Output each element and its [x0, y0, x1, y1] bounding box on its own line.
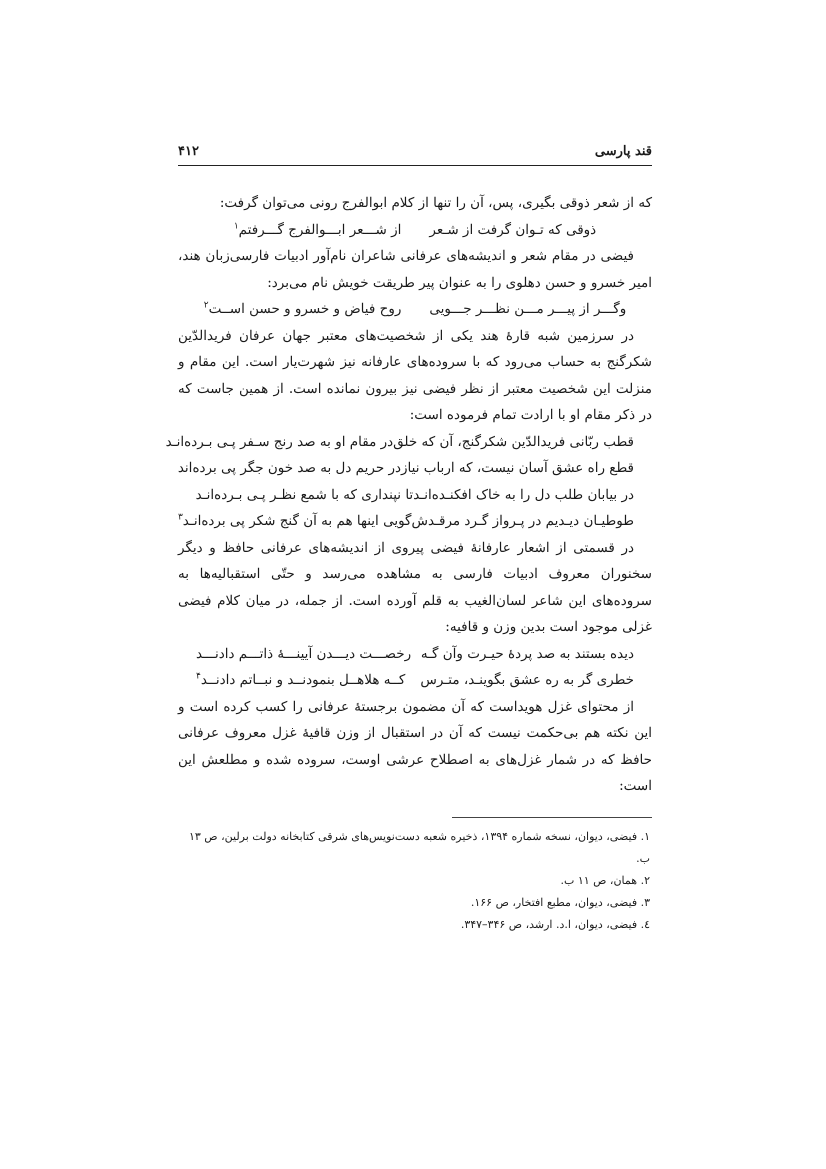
footnote-ref-3: ۳ [177, 512, 183, 523]
verse-3-line-1 [165, 429, 652, 456]
footnote-rule [452, 817, 652, 818]
hemistich-right: قطع راه عشق آسان نیست، که ارباب نیاز [400, 460, 634, 476]
paragraph-5: از محتوای غزل هویداست که آن مضمون برجستۀ عرفانی را کسب کرده است و این نکته هم بی‌حکمت نیست که آن در استقبال از وزن قافیۀ غزل معروف عرفانی حافظ که در شمار غزل‌های به اصطلاح عرشی اوست، سروده شده و مطلعش این است: [178, 698, 652, 794]
verse-4-line-2 [178, 667, 652, 694]
page-header [178, 140, 652, 164]
footnote-ref-2: ۲ [203, 300, 209, 311]
hemistich-right: در بیابان طلب دل را به خاک افکنـده‌انـد [413, 486, 634, 503]
footnote-2: ۲. همان، ص ۱۱ ب. [560, 874, 650, 887]
footnote-1: ۱. فیضی، دیوان، نسخه شماره ۱۳۹۴، ذخیره شعبه دست‌نویس‌های شرقی کتابخانه دولت برلین، ص ۱۳ ب. [188, 830, 650, 865]
footnote-3: ۳. فیضی، دیوان، مطبع افتخار، ص ۱۶۶. [470, 896, 650, 909]
hemistich-right: دیده بستند به صد پردۀ حیـرت وآن گـه [420, 645, 634, 662]
hemistich-right: وگـــر از پیـــر مـــن نظـــر جـــویی [429, 301, 627, 317]
hemistich-right: خطری گر به ره عشق بگوینـد، متـرس [420, 672, 634, 688]
hemistich-left: از شـــعر ابـــوالفرج گـــرفتم$^۱$ [233, 221, 402, 238]
verse-3-line-3 [178, 482, 652, 509]
hemistich-left: روح فیاض و خسرو و حسن اســت$^۲$ [203, 300, 402, 317]
hemistich-left: در حریم دل به صد خون جگر پی برده‌اند [177, 460, 401, 476]
paragraph-1: که از شعر ذوقی بگیری، پس، آن را تنها از کلام ابوالفرج رونی می‌توان گرفت: [219, 195, 652, 211]
paragraph-3: در سرزمین شبه قارۀ هند یکی از شخصیت‌های معتبر جهان عرفان فریدالدّین شکرگنج به حساب می‌رود که با سروده‌های عارفانه نیز شهرت‌یار است. این مقام و منزلت این شخصیت معتبر از نظر فیضی نیز بیرون نمانده است. از همین جاست که در ذکر مقام او با ارادت تمام فرموده است: [178, 327, 652, 423]
page-number: ۴۱۲ [178, 144, 199, 159]
main-text [165, 190, 652, 800]
hemistich-left: تا نپنداری که با شمع نظـر پـی بـرده‌انـد [195, 486, 414, 503]
hemistich-right: ذوقی که تـوان گرفت از شـعر [429, 221, 597, 238]
hemistich-left: کــه هلاهــل بنمودنــد و نبــاتم دادنــد$^۴$ [196, 671, 406, 688]
hemistich-right: طوطیـان دیـدیم در پـرواز گـرد مرقـدش [411, 513, 634, 529]
footnote-ref-4: ۴ [196, 671, 201, 682]
verse-3-line-2 [178, 455, 652, 482]
hemistich-left: در مقام او به صد رنج سـفر پـی بـرده‌انـد [165, 433, 394, 450]
footnote-4: ٤. فیضی، دیوان، ا.د. ارشد، ص ۳۴۶–۳۴۷. [460, 918, 650, 931]
footnotes [178, 826, 652, 936]
hemistich-left: رخصـــت دیـــدن آیینـــۀ ذاتـــم دادنـــد [196, 645, 412, 662]
paragraph-4: در قسمتی از اشعار عارفانۀ فیضی پیروی از اندیشه‌های عرفانی حافظ و دیگر سخنوران معروف ادبیات فارسی به مشاهده می‌رسد و حتّی استقبالیه‌ها به سروده‌های این شاعر لسان‌الغیب به قلم آورده است. از جمله، در میان کلام فیضی غزلی موجود است بدین وزن و قافیه: [178, 539, 652, 635]
header-rule [178, 165, 652, 166]
paragraph-2: فیضی در مقام شعر و اندیشه‌های عرفانی شاعران نام‌آور ادبیات فارسی‌زبان هند، امیر خسرو و حسن دهلوی را به عنوان پیر طریقت خویش نام می‌برد: [178, 248, 652, 291]
running-title: قند پارسی [594, 144, 652, 159]
verse-4-line-1 [178, 641, 652, 668]
footnote-ref-1: ۱ [233, 221, 239, 231]
hemistich-right: قطب ربّانی فریدالدّین شکرگنج، آن که خلق [393, 433, 634, 450]
hemistich-left: گویی اینها هم به آن گنج شکر پی برده‌انـد$^۳$ [177, 512, 412, 529]
verse-2 [178, 296, 652, 323]
verse-3-line-4 [178, 508, 652, 535]
verse-1 [178, 217, 652, 244]
